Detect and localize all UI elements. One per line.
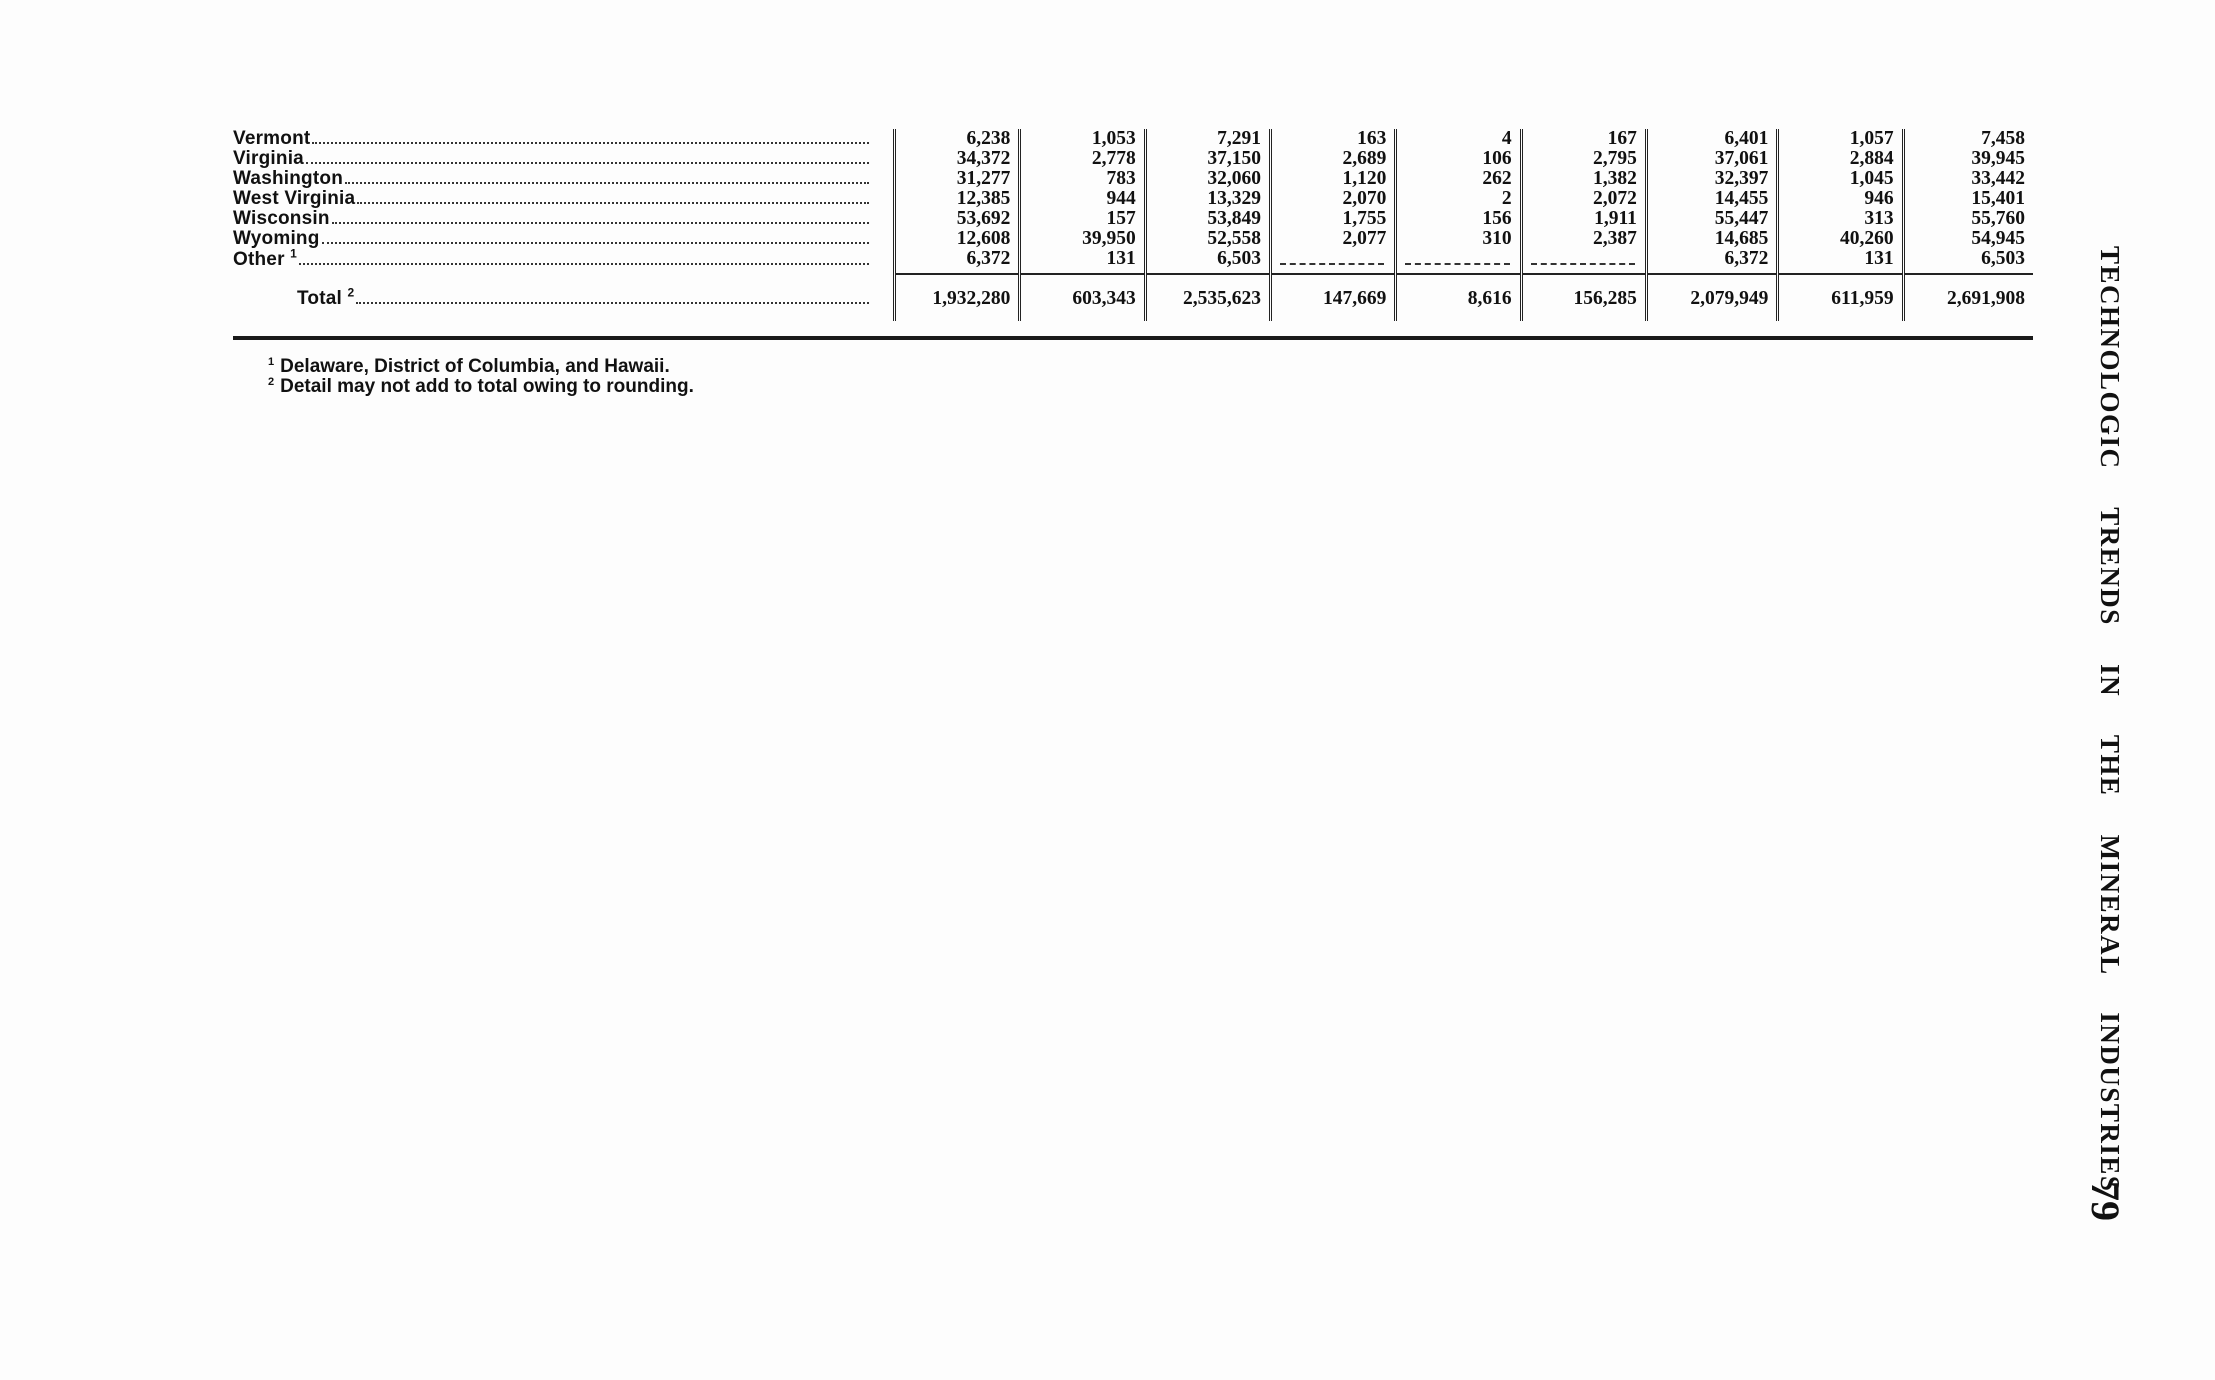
table-cell: 40,260 <box>1778 229 1903 249</box>
row-label: Virginia <box>233 149 304 169</box>
row-label-cell <box>233 249 895 274</box>
row-label-cell <box>233 189 895 209</box>
footnote-text: Delaware, District of Columbia, and Hawaii. <box>280 356 670 377</box>
table-cell: 14,455 <box>1646 189 1777 209</box>
table-row <box>233 229 2033 249</box>
table-row <box>233 189 2033 209</box>
row-label: Vermont <box>233 129 311 149</box>
running-head <box>2083 246 2143 1246</box>
dot-leader <box>306 161 869 164</box>
total-row <box>233 274 2033 321</box>
row-label <box>233 250 297 270</box>
table-cell: 39,950 <box>1020 229 1145 249</box>
table-cell: 2,072 <box>1521 189 1646 209</box>
footnote-mark: 2 <box>268 375 275 388</box>
table-cell: 2,689 <box>1271 149 1396 169</box>
table-cell: 12,608 <box>895 229 1020 249</box>
table-cell: 37,061 <box>1646 149 1777 169</box>
total-cell: 1,932,280 <box>895 274 1020 321</box>
table-cell: 2,070 <box>1271 189 1396 209</box>
table-cell: 946 <box>1778 189 1903 209</box>
table-cell: 6,372 <box>1646 249 1777 274</box>
row-label-cell <box>233 169 895 189</box>
dot-leader <box>322 241 869 244</box>
table-cell: 2,077 <box>1271 229 1396 249</box>
total-cell: 2,691,908 <box>1903 274 2033 321</box>
empty-dash-cell <box>1396 249 1521 274</box>
table-cell: 55,760 <box>1971 208 2025 229</box>
table-cell: 7,458 <box>1981 128 2025 149</box>
table-cell: 6,238 <box>895 129 1020 149</box>
table-cell: 1,120 <box>1271 169 1396 189</box>
table-cell: 7,291 <box>1145 129 1270 149</box>
table-cell: 1,755 <box>1271 209 1396 229</box>
dot-leader <box>356 301 869 304</box>
row-label-cell <box>233 129 895 149</box>
dot-leader <box>345 181 869 184</box>
table-cell: 13,329 <box>1145 189 1270 209</box>
table-cell: 1,053 <box>1020 129 1145 149</box>
row-label-cell <box>233 229 895 249</box>
table-cell: 15,401 <box>1971 188 2025 209</box>
row-label-text: Other <box>233 249 285 270</box>
table-cell: 167 <box>1521 129 1646 149</box>
dash-line <box>1405 253 1509 265</box>
total-cell: 8,616 <box>1396 274 1521 321</box>
table-row <box>233 249 2033 274</box>
table-cell: 55,447 <box>1646 209 1777 229</box>
table-cell: 4 <box>1396 129 1521 149</box>
dash-line <box>1280 253 1384 265</box>
total-label-text: Total <box>297 287 342 309</box>
table-bottom-rule <box>233 336 2033 340</box>
table-cell: 131 <box>1020 249 1145 274</box>
row-label: Washington <box>233 169 343 189</box>
dash-line <box>1531 253 1635 265</box>
row-label: Wyoming <box>233 229 320 249</box>
table-row <box>233 169 2033 189</box>
statistics-table <box>233 129 2033 321</box>
table-cell: 37,150 <box>1145 149 1270 169</box>
table-cell: 944 <box>1020 189 1145 209</box>
row-label-cell <box>233 149 895 169</box>
table-cell: 2,778 <box>1020 149 1145 169</box>
table-cell: 52,558 <box>1145 229 1270 249</box>
table-cell: 1,057 <box>1778 129 1903 149</box>
table-cell: 2,884 <box>1778 149 1903 169</box>
table-cell: 34,372 <box>895 149 1020 169</box>
dot-leader <box>299 262 869 265</box>
footnote-reference: 2 <box>347 285 355 300</box>
footnote <box>268 377 694 397</box>
table-cell: 6,503 <box>1981 248 2025 269</box>
table-cell: 1,045 <box>1778 169 1903 189</box>
row-label-cell <box>233 209 895 229</box>
table-cell: 156 <box>1396 209 1521 229</box>
table-cell: 1,382 <box>1521 169 1646 189</box>
table-cell: 32,060 <box>1145 169 1270 189</box>
total-cell: 2,079,949 <box>1646 274 1777 321</box>
table-cell: 2 <box>1396 189 1521 209</box>
total-label <box>297 285 355 309</box>
table-cell: 6,401 <box>1646 129 1777 149</box>
table-cell: 6,503 <box>1145 249 1270 274</box>
table-cell: 1,911 <box>1521 209 1646 229</box>
table-cell: 39,945 <box>1971 148 2025 169</box>
footnote-mark: 1 <box>268 355 275 368</box>
table-cell: 131 <box>1778 249 1903 274</box>
empty-dash-cell <box>1521 249 1646 274</box>
table-row <box>233 209 2033 229</box>
table-cell: 313 <box>1778 209 1903 229</box>
table-cell: 33,442 <box>1971 168 2025 189</box>
table-cell: 53,692 <box>895 209 1020 229</box>
total-cell: 147,669 <box>1271 274 1396 321</box>
total-cell: 156,285 <box>1521 274 1646 321</box>
total-cell: 611,959 <box>1778 274 1903 321</box>
table-row <box>233 149 2033 169</box>
table-cell: 157 <box>1020 209 1145 229</box>
table-cell: 54,945 <box>1971 228 2025 249</box>
table-cell: 2,795 <box>1521 149 1646 169</box>
empty-dash-cell <box>1271 249 1396 274</box>
footnote-text: Detail may not add to total owing to rounding. <box>280 376 694 397</box>
table-body <box>233 129 2033 321</box>
table-cell: 262 <box>1396 169 1521 189</box>
table-cell: 2,387 <box>1521 229 1646 249</box>
dot-leader <box>332 221 869 224</box>
table-cell: 310 <box>1396 229 1521 249</box>
footnotes <box>268 357 694 397</box>
dot-leader <box>312 141 869 144</box>
table-cell: 12,385 <box>895 189 1020 209</box>
table-cell: 783 <box>1020 169 1145 189</box>
dot-leader <box>357 201 869 204</box>
table-cell: 106 <box>1396 149 1521 169</box>
table-cell: 53,849 <box>1145 209 1270 229</box>
row-label: West Virginia <box>233 189 356 209</box>
table-row <box>233 129 2033 149</box>
footnote <box>268 357 694 377</box>
running-title: TECHNOLOGIC TRENDS IN THE MINERAL INDUSTRIES <box>2095 246 2125 1193</box>
table-cell: 14,685 <box>1646 229 1777 249</box>
total-label-cell <box>233 274 895 321</box>
total-cell: 603,343 <box>1020 274 1145 321</box>
footnote-reference: 1 <box>290 249 298 261</box>
page-number: 79 <box>2083 1181 2128 1221</box>
table-cell: 163 <box>1271 129 1396 149</box>
table-cell: 6,372 <box>895 249 1020 274</box>
total-cell: 2,535,623 <box>1145 274 1270 321</box>
table-cell: 31,277 <box>895 169 1020 189</box>
table-cell: 32,397 <box>1646 169 1777 189</box>
row-label: Wisconsin <box>233 209 330 229</box>
